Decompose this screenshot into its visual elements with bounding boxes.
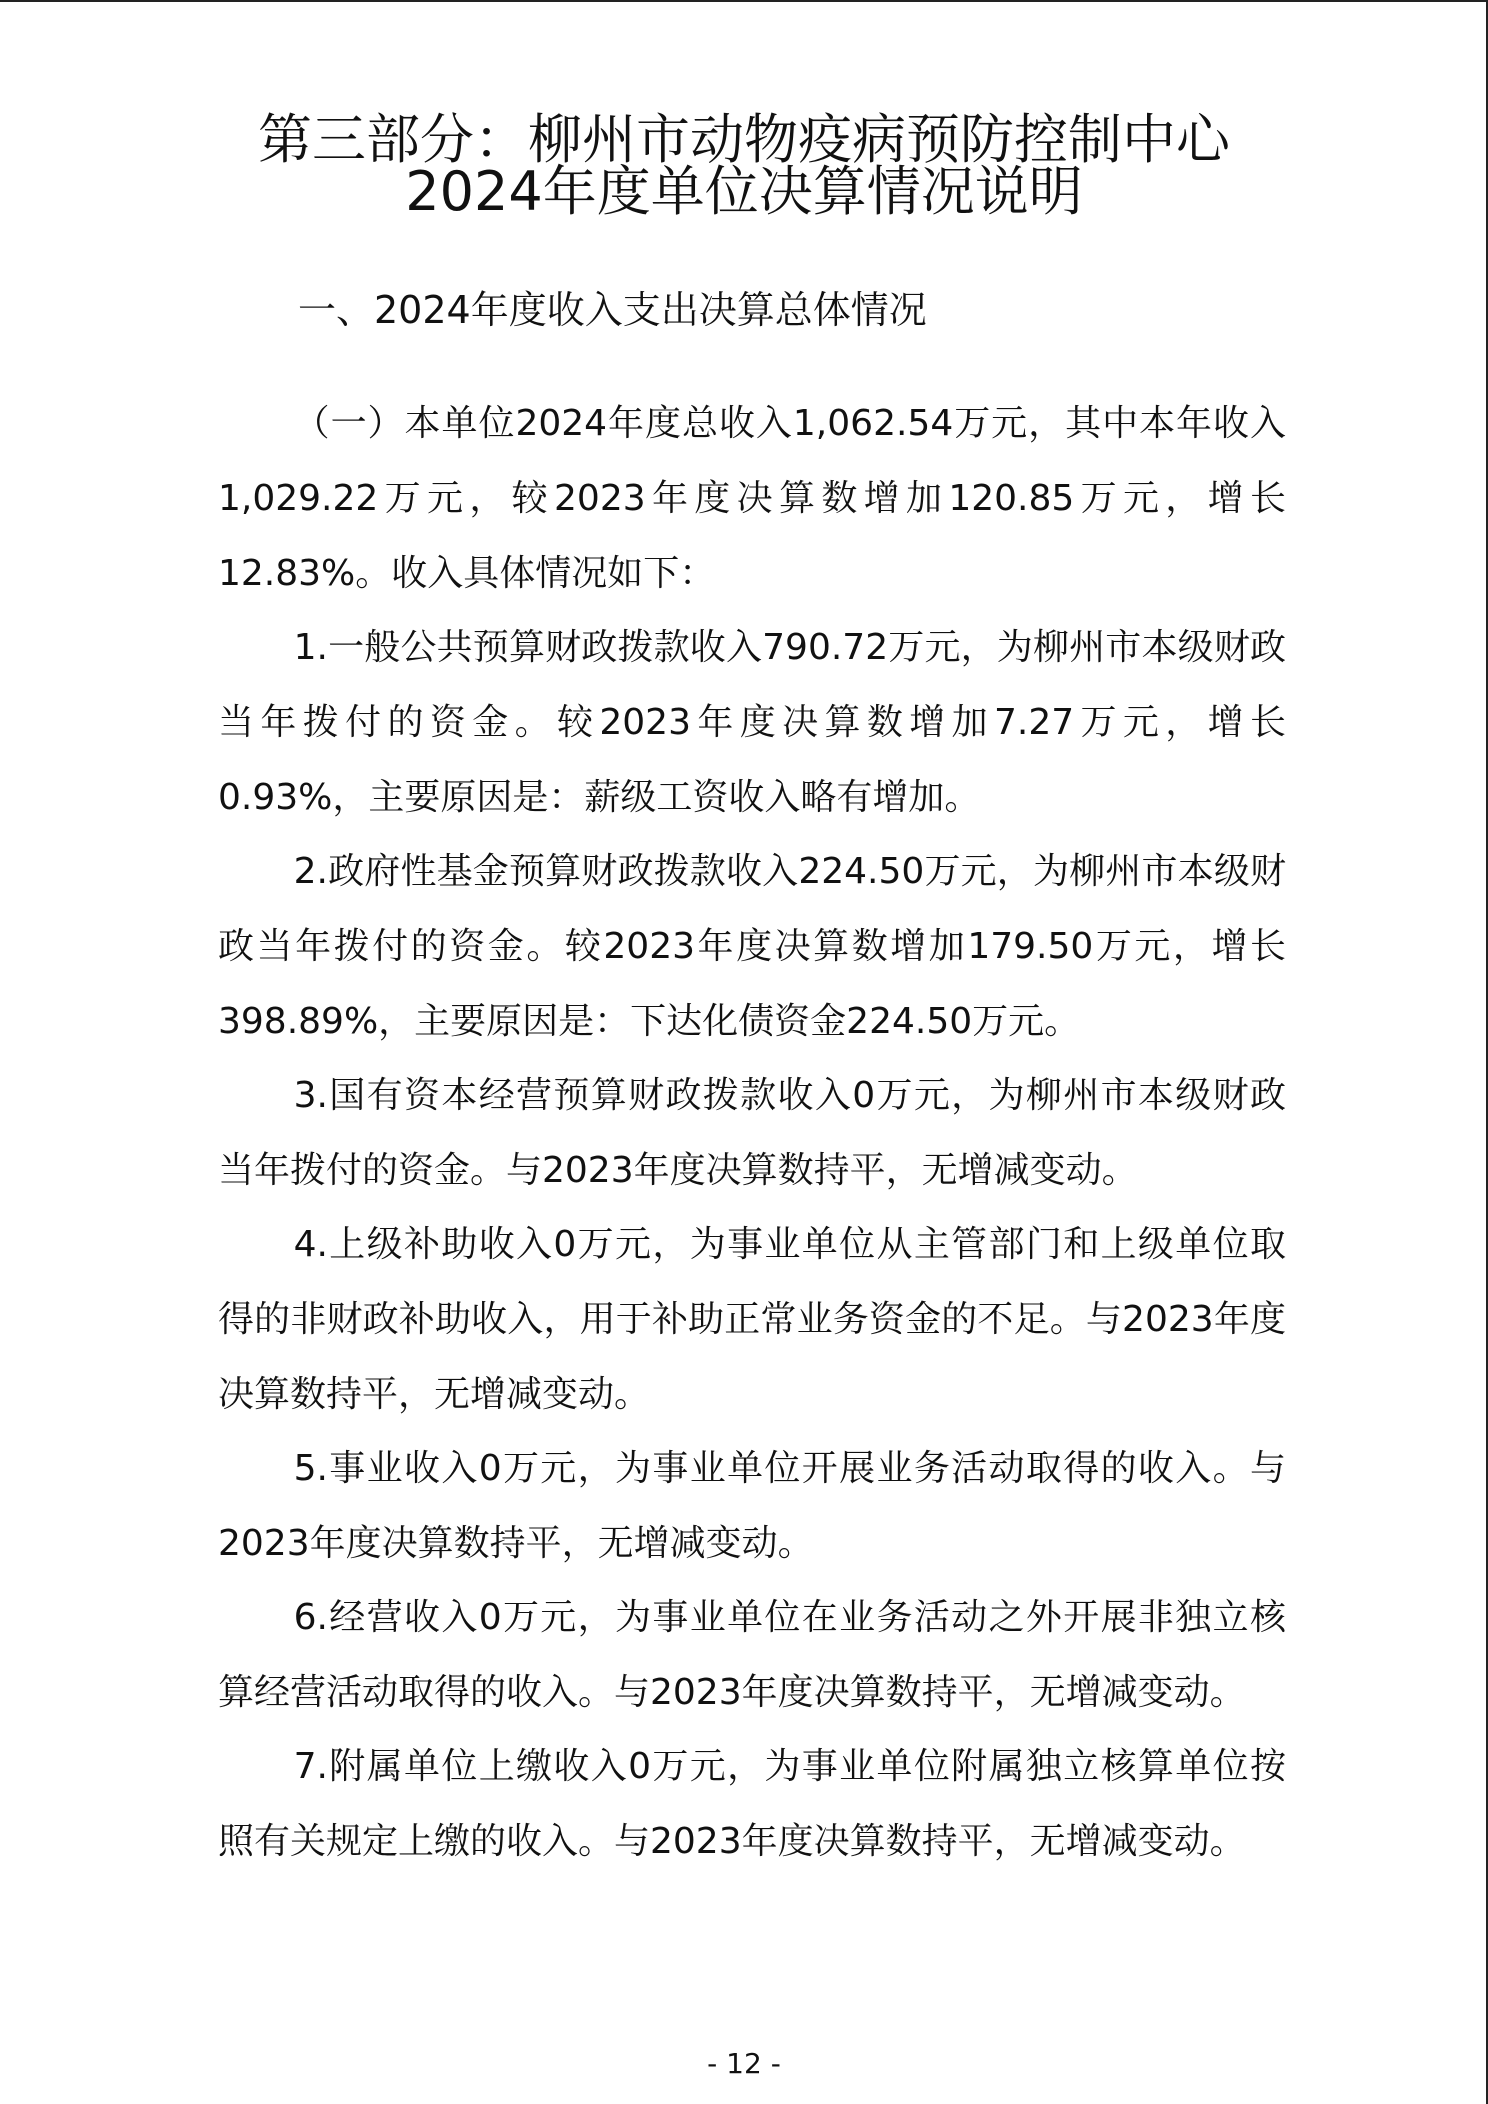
paragraph-general-budget: 1.一般公共预算财政拨款收入790.72万元，为柳州市本级财政当年拨付的资金。较2023年度决算数增加7.27万元，增长0.93%，主要原因是：薪级工资收入略有增加。 <box>218 627 1286 818</box>
document-title-line1: 第三部分：柳州市动物疫病预防控制中心 <box>258 108 1230 171</box>
paragraph-business-income: 5.事业收入0万元，为事业单位开展业务活动取得的收入。与2023年度决算数持平，无增减变动。 <box>218 1448 1286 1564</box>
page-number: - 12 - <box>707 2047 781 2080</box>
paragraph-state-capital: 3.国有资本经营预算财政拨款收入0万元，为柳州市本级财政当年拨付的资金。与2023年度决算数持平，无增减变动。 <box>218 1075 1286 1191</box>
paragraph-total-income: （一）本单位2024年度总收入1,062.54万元，其中本年收入1,029.22万元，较2023年度决算数增加120.85万元，增长12.83%。收入具体情况如下： <box>218 403 1286 594</box>
paragraph-government-fund: 2.政府性基金预算财政拨款收入224.50万元，为柳州市本级财政当年拨付的资金。较2023年度决算数增加179.50万元，增长398.89%，主要原因是：下达化债资金224.50万元。 <box>218 851 1286 1042</box>
paragraph-operating-income: 6.经营收入0万元，为事业单位在业务活动之外开展非独立核算经营活动取得的收入。与2023年度决算数持平，无增减变动。 <box>218 1597 1286 1713</box>
paragraph-superior-subsidy: 4.上级补助收入0万元，为事业单位从主管部门和上级单位取得的非财政补助收入，用于补助正常业务资金的不足。与2023年度决算数持平，无增减变动。 <box>218 1224 1286 1415</box>
paragraph-affiliated-income: 7.附属单位上缴收入0万元，为事业单位附属独立核算单位按照有关规定上缴的收入。与2023年度决算数持平，无增减变动。 <box>218 1746 1286 1862</box>
document-title-line2: 2024年度单位决算情况说明 <box>405 160 1083 223</box>
section-heading: 一、2024年度收入支出决算总体情况 <box>298 288 927 332</box>
